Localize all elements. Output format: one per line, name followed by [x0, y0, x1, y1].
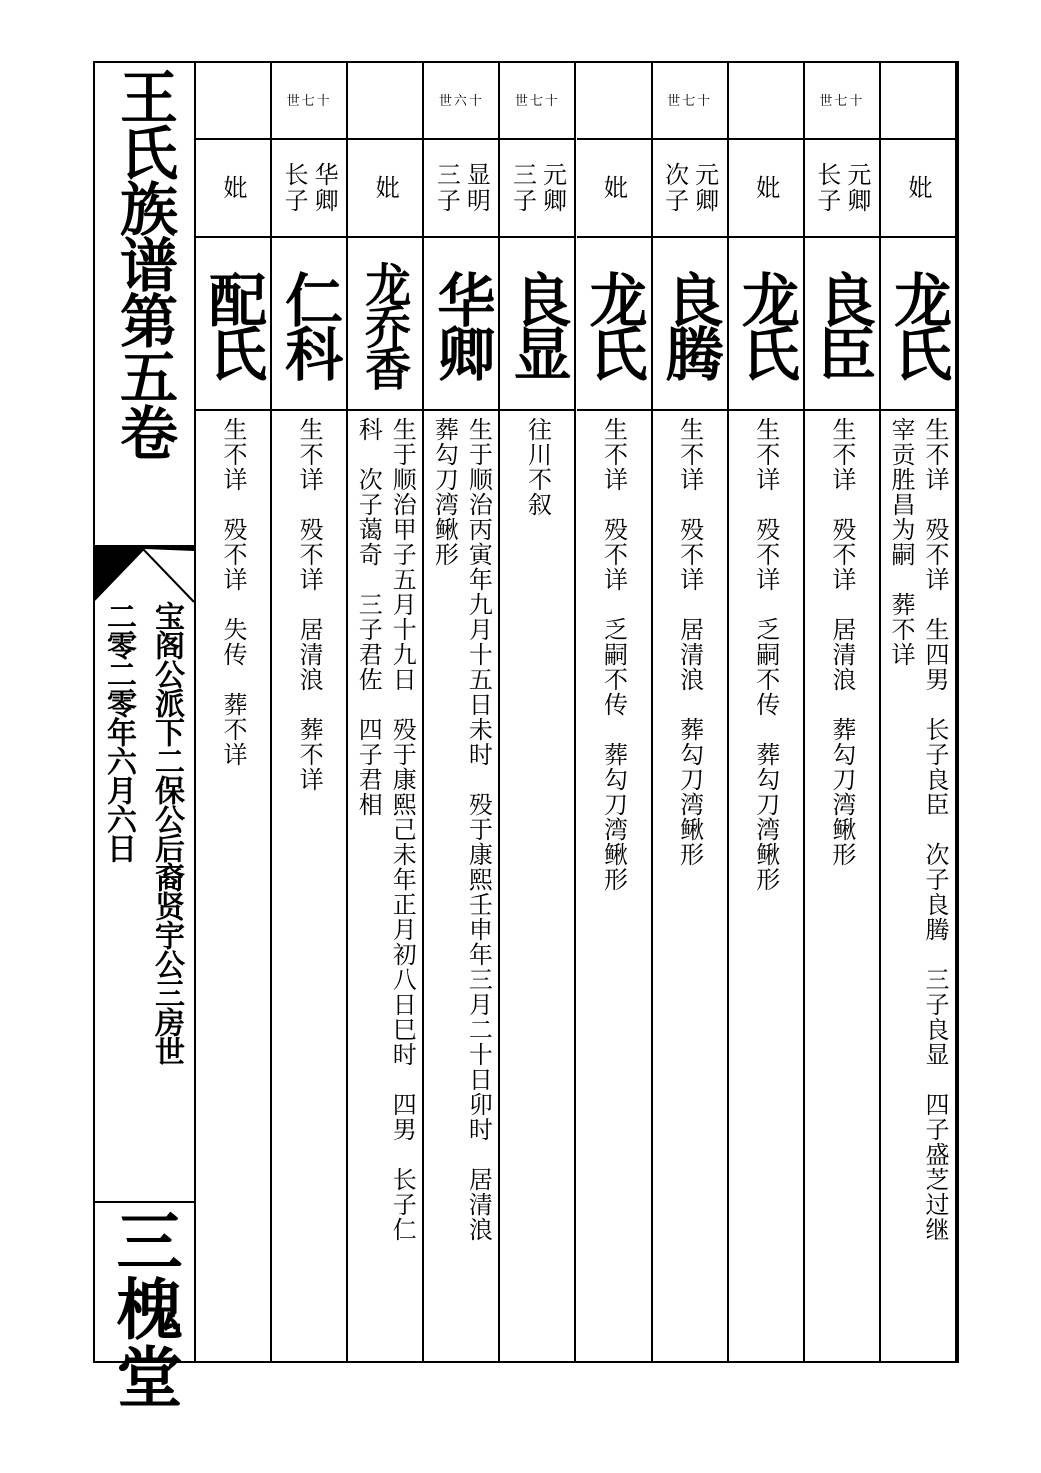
person-name: 良显 — [503, 269, 572, 378]
biography-cell — [805, 417, 879, 1357]
relation-cell — [577, 140, 651, 238]
generation-label — [729, 61, 803, 140]
person-column — [729, 61, 805, 1361]
person-name: 良腾 — [655, 269, 724, 378]
name-cell — [881, 238, 955, 411]
generation-label: 世七十 — [272, 61, 346, 140]
biography-text: 生不详 殁不详 乏嗣不传 葬勾刀湾鳅形 — [599, 417, 628, 892]
relation-cell — [272, 140, 346, 238]
name-cell — [500, 238, 574, 411]
person-name: 华卿 — [427, 269, 496, 378]
biography-cell — [348, 417, 422, 1357]
person-column — [348, 61, 424, 1361]
relation-text: 三子 — [432, 162, 461, 214]
relation-text: 妣 — [599, 175, 628, 201]
fishtail-mark-icon — [93, 547, 194, 605]
person-column — [881, 61, 957, 1361]
person-column — [500, 61, 576, 1361]
biography-text: 生于顺治丙寅年九月十五日未时 殁于康熙壬申年三月二十日卯时 居清浪 — [464, 417, 493, 1242]
generation-label: 世六十 — [424, 61, 498, 140]
branch-lineage: 宝阁公派下二保公后裔贤宇公三房世 — [149, 601, 184, 1065]
relation-cell — [348, 140, 422, 238]
name-cell — [805, 238, 879, 411]
relation-cell — [729, 140, 803, 238]
person-name: 龙乔香 — [358, 260, 413, 387]
biography-cell — [577, 417, 651, 1357]
generation-label: 世七十 — [500, 61, 574, 140]
biography-text: 科 次子蔼奇 三子君佐 四子君相 — [354, 417, 383, 817]
generation-label: 世七十 — [653, 61, 727, 140]
generation-label — [577, 61, 651, 140]
relation-text: 妣 — [219, 175, 248, 201]
name-cell — [729, 238, 803, 411]
biography-text: 往川不叙 — [523, 417, 552, 517]
biography-cell — [272, 417, 346, 1357]
relation-text: 显明 — [462, 162, 491, 214]
relation-text: 华卿 — [310, 162, 339, 214]
relation-cell — [196, 140, 270, 238]
biography-text: 宰贡胜昌为嗣 葬不详 — [886, 417, 915, 667]
relation-text: 次子 — [660, 162, 689, 214]
biography-cell — [881, 417, 955, 1357]
biography-text: 生不详 殁不详 居清浪 葬不详 — [295, 417, 324, 792]
biography-cell — [424, 417, 498, 1357]
relation-cell — [424, 140, 498, 238]
name-cell — [348, 238, 422, 411]
relation-text: 妣 — [371, 175, 400, 201]
name-cell — [577, 238, 651, 411]
name-cell — [424, 238, 498, 411]
generation-label — [196, 61, 270, 140]
biography-text: 生于顺治甲子五月十九日 殁于康熙己未年正月初八日巳时 四男 长子仁 — [388, 417, 417, 1242]
biography-text: 生不详 殁不详 生四男 长子良臣 次子良腾 三子良显 四子盛芝过继 — [920, 417, 949, 1242]
biography-cell — [653, 417, 727, 1357]
person-column — [424, 61, 500, 1361]
name-cell — [196, 238, 270, 411]
biography-cell — [729, 417, 803, 1357]
biography-text: 生不详 殁不详 失传 葬不详 — [219, 417, 248, 767]
name-cell — [653, 238, 727, 411]
relation-text: 三子 — [508, 162, 537, 214]
spine — [93, 61, 196, 1411]
relation-text: 妣 — [751, 175, 780, 201]
relation-cell — [881, 140, 955, 238]
book-title: 王氏族谱第五卷 — [110, 67, 178, 459]
person-name: 龙氏 — [883, 269, 952, 378]
biography-text: 葬勾刀湾鳅形 — [430, 417, 459, 567]
biography-text: 生不详 殁不详 居清浪 葬勾刀湾鳅形 — [827, 417, 856, 867]
person-column — [196, 61, 272, 1361]
person-column — [653, 61, 729, 1361]
biography-cell — [500, 417, 574, 1357]
relation-text: 长子 — [280, 162, 309, 214]
person-column — [805, 61, 881, 1361]
biography-cell — [196, 417, 270, 1357]
person-name: 配氏 — [199, 269, 268, 378]
person-column — [577, 61, 653, 1361]
relation-cell — [653, 140, 727, 238]
generation-label — [881, 61, 955, 140]
relation-text: 长子 — [812, 162, 841, 214]
relation-text: 元卿 — [842, 162, 871, 214]
relation-cell — [500, 140, 574, 238]
publish-date: 二零二零年六月六日 — [101, 601, 136, 862]
hall-name: 三槐堂 — [105, 1207, 183, 1411]
generation-label: 世七十 — [805, 61, 879, 140]
person-name: 龙氏 — [579, 269, 648, 378]
relation-text: 元卿 — [690, 162, 719, 214]
spine-divider — [93, 1201, 194, 1203]
name-cell — [272, 238, 346, 411]
relation-text: 妣 — [903, 175, 932, 201]
person-column — [272, 61, 348, 1361]
biography-text: 生不详 殁不详 居清浪 葬勾刀湾鳅形 — [675, 417, 704, 867]
biography-text: 生不详 殁不详 乏嗣不传 葬勾刀湾鳅形 — [751, 417, 780, 892]
relation-text: 元卿 — [538, 162, 567, 214]
person-name: 仁科 — [275, 269, 344, 378]
person-name: 良臣 — [807, 269, 876, 378]
person-name: 龙氏 — [731, 269, 800, 378]
relation-cell — [805, 140, 879, 238]
generation-label — [348, 61, 422, 140]
